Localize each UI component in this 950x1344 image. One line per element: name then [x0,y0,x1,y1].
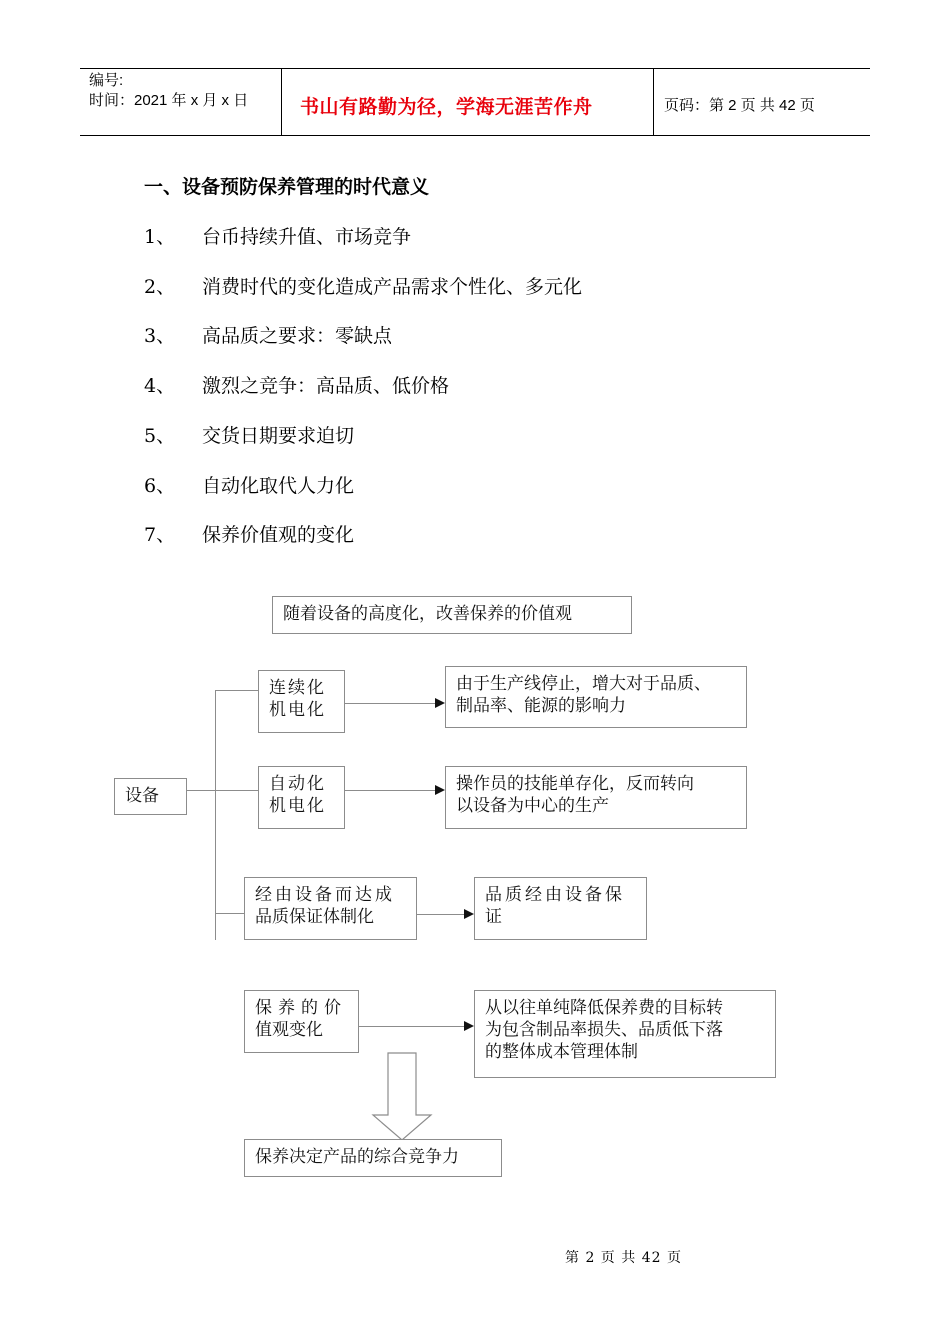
arrow-shaft-row1 [345,703,435,704]
list-item-number: 6、 [144,475,176,497]
section-title: 一、设备预防保养管理的时代意义 [144,176,430,198]
list-item [144,321,744,347]
document-date: 时间：2021 年 x 月 x 日 [89,92,249,109]
list-item [144,471,744,497]
box-line: 机电化 [269,700,326,720]
maintenance-values-change-box [244,990,359,1053]
diagram-top-box [272,596,632,634]
box-line: 品质保证体制化 [255,907,374,927]
box-line: 经由设备而达成 [255,885,395,905]
diagram-bottom-box [244,1139,502,1177]
header-top-rule [80,68,870,69]
list-item [144,520,744,546]
connector-trunk-to-b1 [215,690,258,691]
box-line: 保养的价 [255,998,347,1018]
list-item-number: 4、 [144,375,176,397]
header-motto: 书山有路勤为径，学海无涯苦作舟 [300,96,593,118]
list-item-number: 3、 [144,325,176,347]
box-line: 为包含制品率损失、品质低下落 [485,1020,723,1040]
list-item-text: 自动化取代人力化 [202,475,355,497]
box-line: 证 [485,907,502,927]
list-item-number: 1、 [144,226,176,248]
arrow-shaft-row2 [345,790,435,791]
page-footer: 第 2 页 共 42 页 [565,1250,682,1266]
list-item-number: 7、 [144,524,176,546]
connector-trunk-to-b3 [215,913,244,914]
header-divider-right [653,68,654,136]
connector-equipment-to-trunk [186,790,216,791]
box-line: 的整体成本管理体制 [485,1042,638,1062]
list-item-number: 2、 [144,276,176,298]
box-line: 自动化 [269,774,326,794]
document-number-label: 编号: [89,72,124,89]
header-page-info: 页码：第 2 页 共 42 页 [664,97,815,114]
arrow-shaft-row3 [417,914,464,915]
box-line: 值观变化 [255,1020,323,1040]
quality-assurance-system-box [244,877,417,940]
list-item-text: 激烈之竞争：高品质、低价格 [202,375,450,397]
down-arrow-icon [370,1052,434,1142]
diagram-top-box-text: 随着设备的高度化，改善保养的价值观 [283,604,572,624]
arrow-head-row2 [435,785,445,795]
list-item-text: 高品质之要求：零缺点 [202,325,393,347]
list-item-number: 5、 [144,425,176,447]
list-item-text: 保养价值观的变化 [202,524,355,546]
arrow-head-row4 [464,1021,474,1031]
continuous-mechatronics-box [258,670,345,733]
connector-trunk-vertical [215,690,216,940]
equipment-label: 设备 [125,786,159,806]
box-line: 操作员的技能单存化，反而转向 [456,774,694,794]
diagram-bottom-box-text: 保养决定产品的综合竞争力 [255,1147,459,1167]
box-line: 从以往单纯降低保养费的目标转 [485,998,723,1018]
impact-box [445,666,747,728]
arrow-head-row1 [435,698,445,708]
total-cost-management-box [474,990,776,1078]
list-item [144,272,744,298]
arrow-shaft-row4 [359,1026,464,1027]
box-line: 连续化 [269,678,326,698]
box-line: 品质经由设备保 [485,885,625,905]
list-item-text: 消费时代的变化造成产品需求个性化、多元化 [202,276,583,298]
header-bottom-rule [80,135,870,136]
list-item [144,222,744,248]
automation-mechatronics-box [258,766,345,829]
operator-skill-box [445,766,747,829]
list-item [144,371,744,397]
header-divider-left [281,68,282,136]
equipment-box [114,778,187,815]
list-item [144,421,744,447]
box-line: 制品率、能源的影响力 [456,696,626,716]
list-item-text: 台币持续升值、市场竞争 [202,226,412,248]
connector-trunk-to-b2 [215,790,258,791]
list-item-text: 交货日期要求迫切 [202,425,355,447]
quality-by-equipment-box [474,877,647,940]
arrow-head-row3 [464,909,474,919]
box-line: 机电化 [269,796,326,816]
box-line: 由于生产线停止，增大对于品质、 [456,674,711,694]
box-line: 以设备为中心的生产 [456,796,609,816]
